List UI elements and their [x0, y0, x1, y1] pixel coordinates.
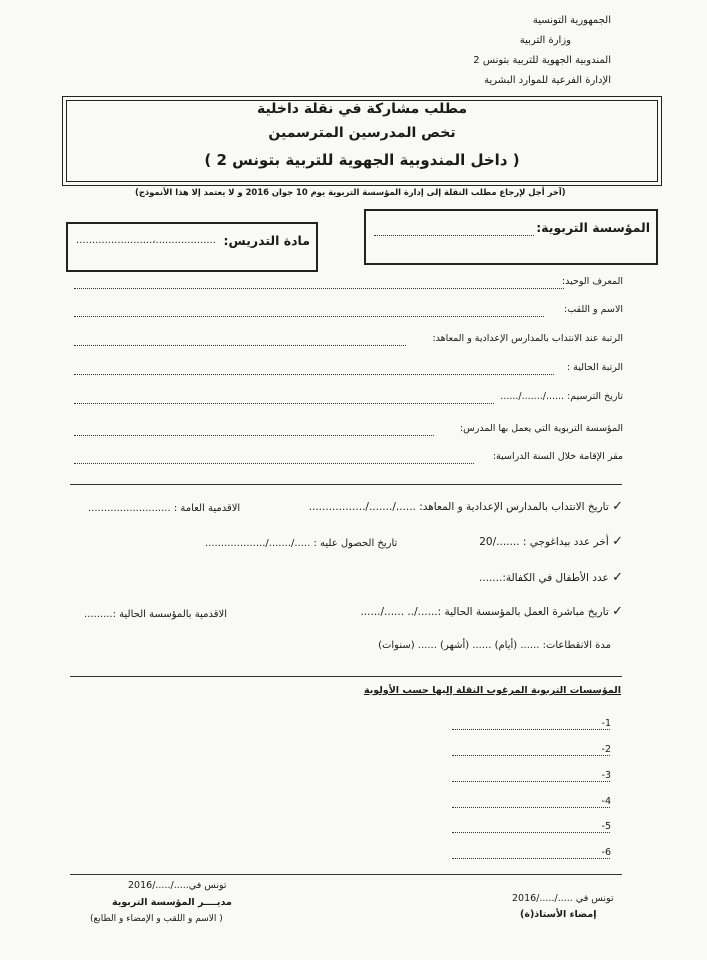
section-divider — [70, 484, 622, 485]
header-ministry: وزارة التربية — [519, 35, 571, 46]
director-signature-note: ( الاسم و اللقب و الإمضاء و الطابع) — [90, 914, 223, 924]
field-current-institution: المؤسسة التربوية التي يعمل بها المدرس: — [459, 423, 623, 434]
institution-box — [364, 209, 658, 265]
institution-label: المؤسسة التربوية: — [536, 220, 650, 235]
field-unique-id-line[interactable] — [74, 288, 564, 289]
subject-label: مادة التدريس: — [223, 233, 310, 248]
question-start-date-current-institution: ✓ تاريخ مباشرة العمل بالمؤسسة الحالية :....../.. ....../...... — [360, 604, 623, 619]
check-icon: ✓ — [612, 534, 623, 549]
check-icon: ✓ — [612, 604, 623, 619]
preference-line-2[interactable] — [452, 755, 610, 756]
field-current-rank: الرتبة الحالية : — [566, 362, 623, 373]
preference-line-6[interactable] — [452, 858, 610, 859]
field-residence: مقر الإقامة خلال السنة الدراسية: — [492, 451, 623, 462]
question-interruptions[interactable]: مدة الانقطاعات: ...... (أيام) ...... (أشهر) ...... (سنوات) — [378, 640, 611, 651]
header-regional-office: المندوبية الجهوية للتربية بتونس 2 — [473, 55, 611, 66]
question-general-seniority[interactable]: الاقدمية العامة : .......................... — [88, 503, 241, 514]
subject-field[interactable]: ........................،................... — [76, 235, 216, 246]
question-last-grade: ✓ أخر عدد بيداغوجي : ......./20 — [479, 534, 623, 549]
field-tenure-date: تاريخ الترسيم: ....../......./...... — [500, 391, 623, 402]
preference-line-3[interactable] — [452, 781, 610, 782]
section-divider — [70, 676, 622, 677]
preference-line-5[interactable] — [452, 832, 610, 833]
preference-number-6: -6 — [601, 847, 611, 858]
field-tenure-date-line[interactable] — [74, 403, 494, 404]
section-divider — [70, 874, 622, 875]
preference-number-1: -1 — [601, 718, 611, 729]
check-icon: ✓ — [612, 570, 623, 585]
preference-number-4: -4 — [601, 796, 611, 807]
deadline-note: (آخر أجل لإرجاع مطلب النقلة إلى إدارة المؤسسة التربوية يوم 10 جوان 2016 و لا يعتمد إلا هذا الأنموذج) — [135, 187, 566, 197]
field-rank-at-recruitment: الرتبة عند الانتداب بالمدارس الإعدادية و المعاهد: — [432, 333, 623, 344]
preference-line-4[interactable] — [452, 807, 610, 808]
form-title: مطلب مشاركة في نقلة داخلية — [256, 101, 468, 117]
field-residence-line[interactable] — [74, 463, 474, 464]
header-hr-department: الإدارة الفرعية للموارد البشرية — [484, 75, 611, 86]
preference-number-5: -5 — [601, 821, 611, 832]
field-unique-id: المعرف الوحيد: — [561, 276, 623, 287]
subject-box — [66, 222, 318, 272]
title-box — [62, 96, 662, 186]
field-current-rank-line[interactable] — [74, 374, 554, 375]
question-recruitment-date: ✓ تاريخ الانتداب بالمدارس الإعدادية و المعاهد: ....../......./................. — [308, 499, 623, 514]
question-seniority-current-institution[interactable]: الاقدمية بالمؤسسة الحالية :......... — [84, 609, 227, 620]
field-full-name: الاسم و اللقب: — [564, 304, 623, 315]
field-current-institution-line[interactable] — [74, 435, 434, 436]
form-scope: ( داخل المندوبية الجهوية للتربية بتونس 2 ) — [204, 151, 520, 169]
preferences-heading: المؤسسات التربوية المرغوب النقلة إليها حسب الأولوية — [363, 685, 621, 696]
form-subtitle: تخص المدرسين المترسمين — [268, 125, 456, 141]
header-republic: الجمهورية التونسية — [532, 15, 611, 26]
field-full-name-line[interactable] — [74, 316, 544, 317]
question-grade-date[interactable]: تاريخ الحصول عليه : ...../......./................... — [205, 538, 398, 549]
director-title: مديــــر المؤسسة التربوية — [112, 897, 232, 908]
preference-number-3: -3 — [601, 770, 611, 781]
question-dependent-children: ✓ عدد الأطفال في الكفالة:....... — [478, 570, 623, 585]
preference-number-2: -2 — [601, 744, 611, 755]
field-rank-at-recruitment-line[interactable] — [74, 345, 406, 346]
check-icon: ✓ — [612, 499, 623, 514]
preference-line-1[interactable] — [452, 729, 610, 730]
director-signature-date: تونس في...../...../2016 — [128, 880, 227, 891]
institution-field[interactable] — [374, 235, 534, 236]
teacher-signature-date: تونس في ...../...../2016 — [512, 893, 614, 904]
teacher-signature-label: إمضاء الأستاذ(ة) — [520, 909, 597, 920]
